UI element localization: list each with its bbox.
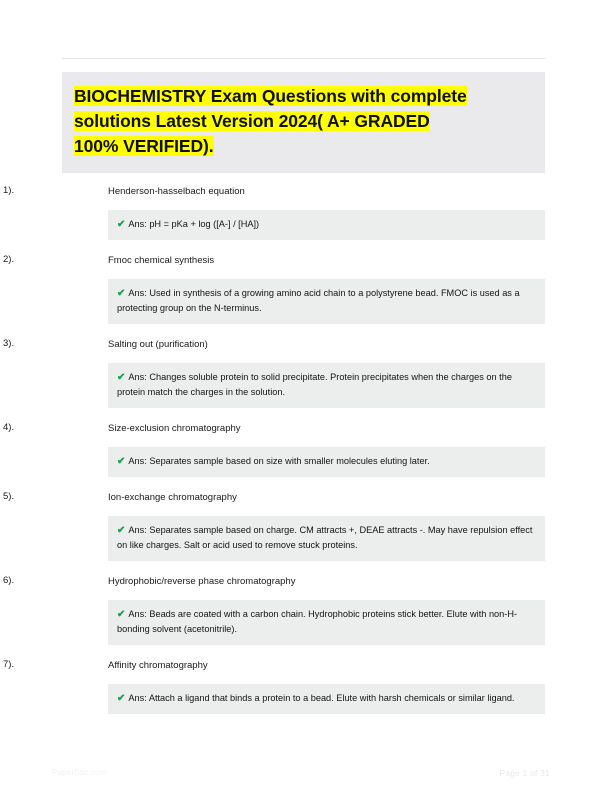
answer-text: Ans: Used in synthesis of a growing amino acid chain to a polystyrene bead. FMOC is used as a protecting group on the N-terminus.: [117, 288, 520, 313]
answer-text: Ans: Separates sample based on size with smaller molecules eluting later.: [128, 456, 430, 466]
question-text: Hydrophobic/reverse phase chromatography: [108, 576, 296, 587]
answer-box: [108, 447, 545, 477]
question-text: Salting out (purification): [108, 339, 208, 350]
answer-text: Ans: pH = pKa + log ([A-] / [HA]): [128, 219, 260, 229]
qa-item: [0, 575, 606, 645]
question-number: 3).: [3, 338, 15, 349]
answer-box: [108, 684, 545, 714]
check-icon: ✔: [117, 288, 126, 299]
answer-text: Ans: Changes soluble protein to solid precipitate. Protein precipitates when the charges on the protein match the charges in the solution.: [117, 372, 512, 397]
question-text: Ion-exchange chromatography: [108, 492, 237, 503]
question-text: Size-exclusion chromatography: [108, 423, 241, 434]
answer-line: [117, 607, 536, 637]
page-footer: [0, 754, 606, 800]
check-icon: ✔: [117, 693, 126, 704]
question-text: Affinity chromatography: [108, 660, 208, 671]
footer-watermark: PaperStic.com: [52, 768, 107, 777]
page-title: [74, 84, 533, 159]
qa-item: [0, 491, 606, 561]
answer-box: [108, 363, 545, 408]
answer-box: [108, 210, 545, 240]
question-row: [3, 422, 545, 438]
answer-line: [117, 523, 536, 553]
qa-item: [0, 659, 606, 714]
answer-box: [108, 279, 545, 324]
title-line-3: 100% VERIFIED).: [74, 136, 214, 156]
answer-text: Ans: Separates sample based on charge. CM attracts +, DEAE attracts -. May have repulsion effect on like charges. Salt or acid used to remove stuck proteins.: [117, 525, 533, 550]
answer-line: [117, 286, 536, 316]
question-number: 1).: [3, 185, 15, 196]
check-icon: ✔: [117, 219, 126, 230]
answer-box: [108, 516, 545, 561]
check-icon: ✔: [117, 525, 126, 536]
answer-text: Ans: Beads are coated with a carbon chain. Hydrophobic proteins stick better. Elute with non-H-bonding solvent (acetonitrile).: [117, 609, 518, 634]
question-row: [3, 575, 545, 591]
qa-item: [0, 254, 606, 324]
answer-text: Ans: Attach a ligand that binds a protein to a bead. Elute with harsh chemicals or similar ligand.: [128, 693, 515, 703]
title-line-1: BIOCHEMISTRY Exam Questions with complete: [74, 86, 467, 106]
question-text: Fmoc chemical synthesis: [108, 255, 215, 266]
question-text: Henderson-hasselbach equation: [108, 186, 245, 197]
check-icon: ✔: [117, 609, 126, 620]
question-number: 7).: [3, 659, 15, 670]
question-answer-list: [0, 185, 606, 728]
check-icon: ✔: [117, 372, 126, 383]
qa-item: [0, 185, 606, 240]
answer-line: [117, 370, 536, 400]
question-row: [3, 338, 545, 354]
answer-line: [117, 454, 536, 469]
question-number: 4).: [3, 422, 15, 433]
question-row: [3, 254, 545, 270]
question-number: 2).: [3, 254, 15, 265]
answer-box: [108, 600, 545, 645]
question-row: [3, 659, 545, 675]
question-number: 6).: [3, 575, 15, 586]
answer-line: [117, 691, 536, 706]
question-number: 5).: [3, 491, 15, 502]
title-line-2: solutions Latest Version 2024( A+ GRADED: [74, 111, 430, 131]
footer-page-number: Page 1 of 31: [499, 768, 550, 778]
answer-line: [117, 217, 536, 232]
qa-item: [0, 338, 606, 408]
qa-item: [0, 422, 606, 477]
document-title-block: [62, 72, 545, 173]
question-row: [3, 491, 545, 507]
check-icon: ✔: [117, 456, 126, 467]
header-divider: [62, 58, 545, 59]
question-row: [3, 185, 545, 201]
